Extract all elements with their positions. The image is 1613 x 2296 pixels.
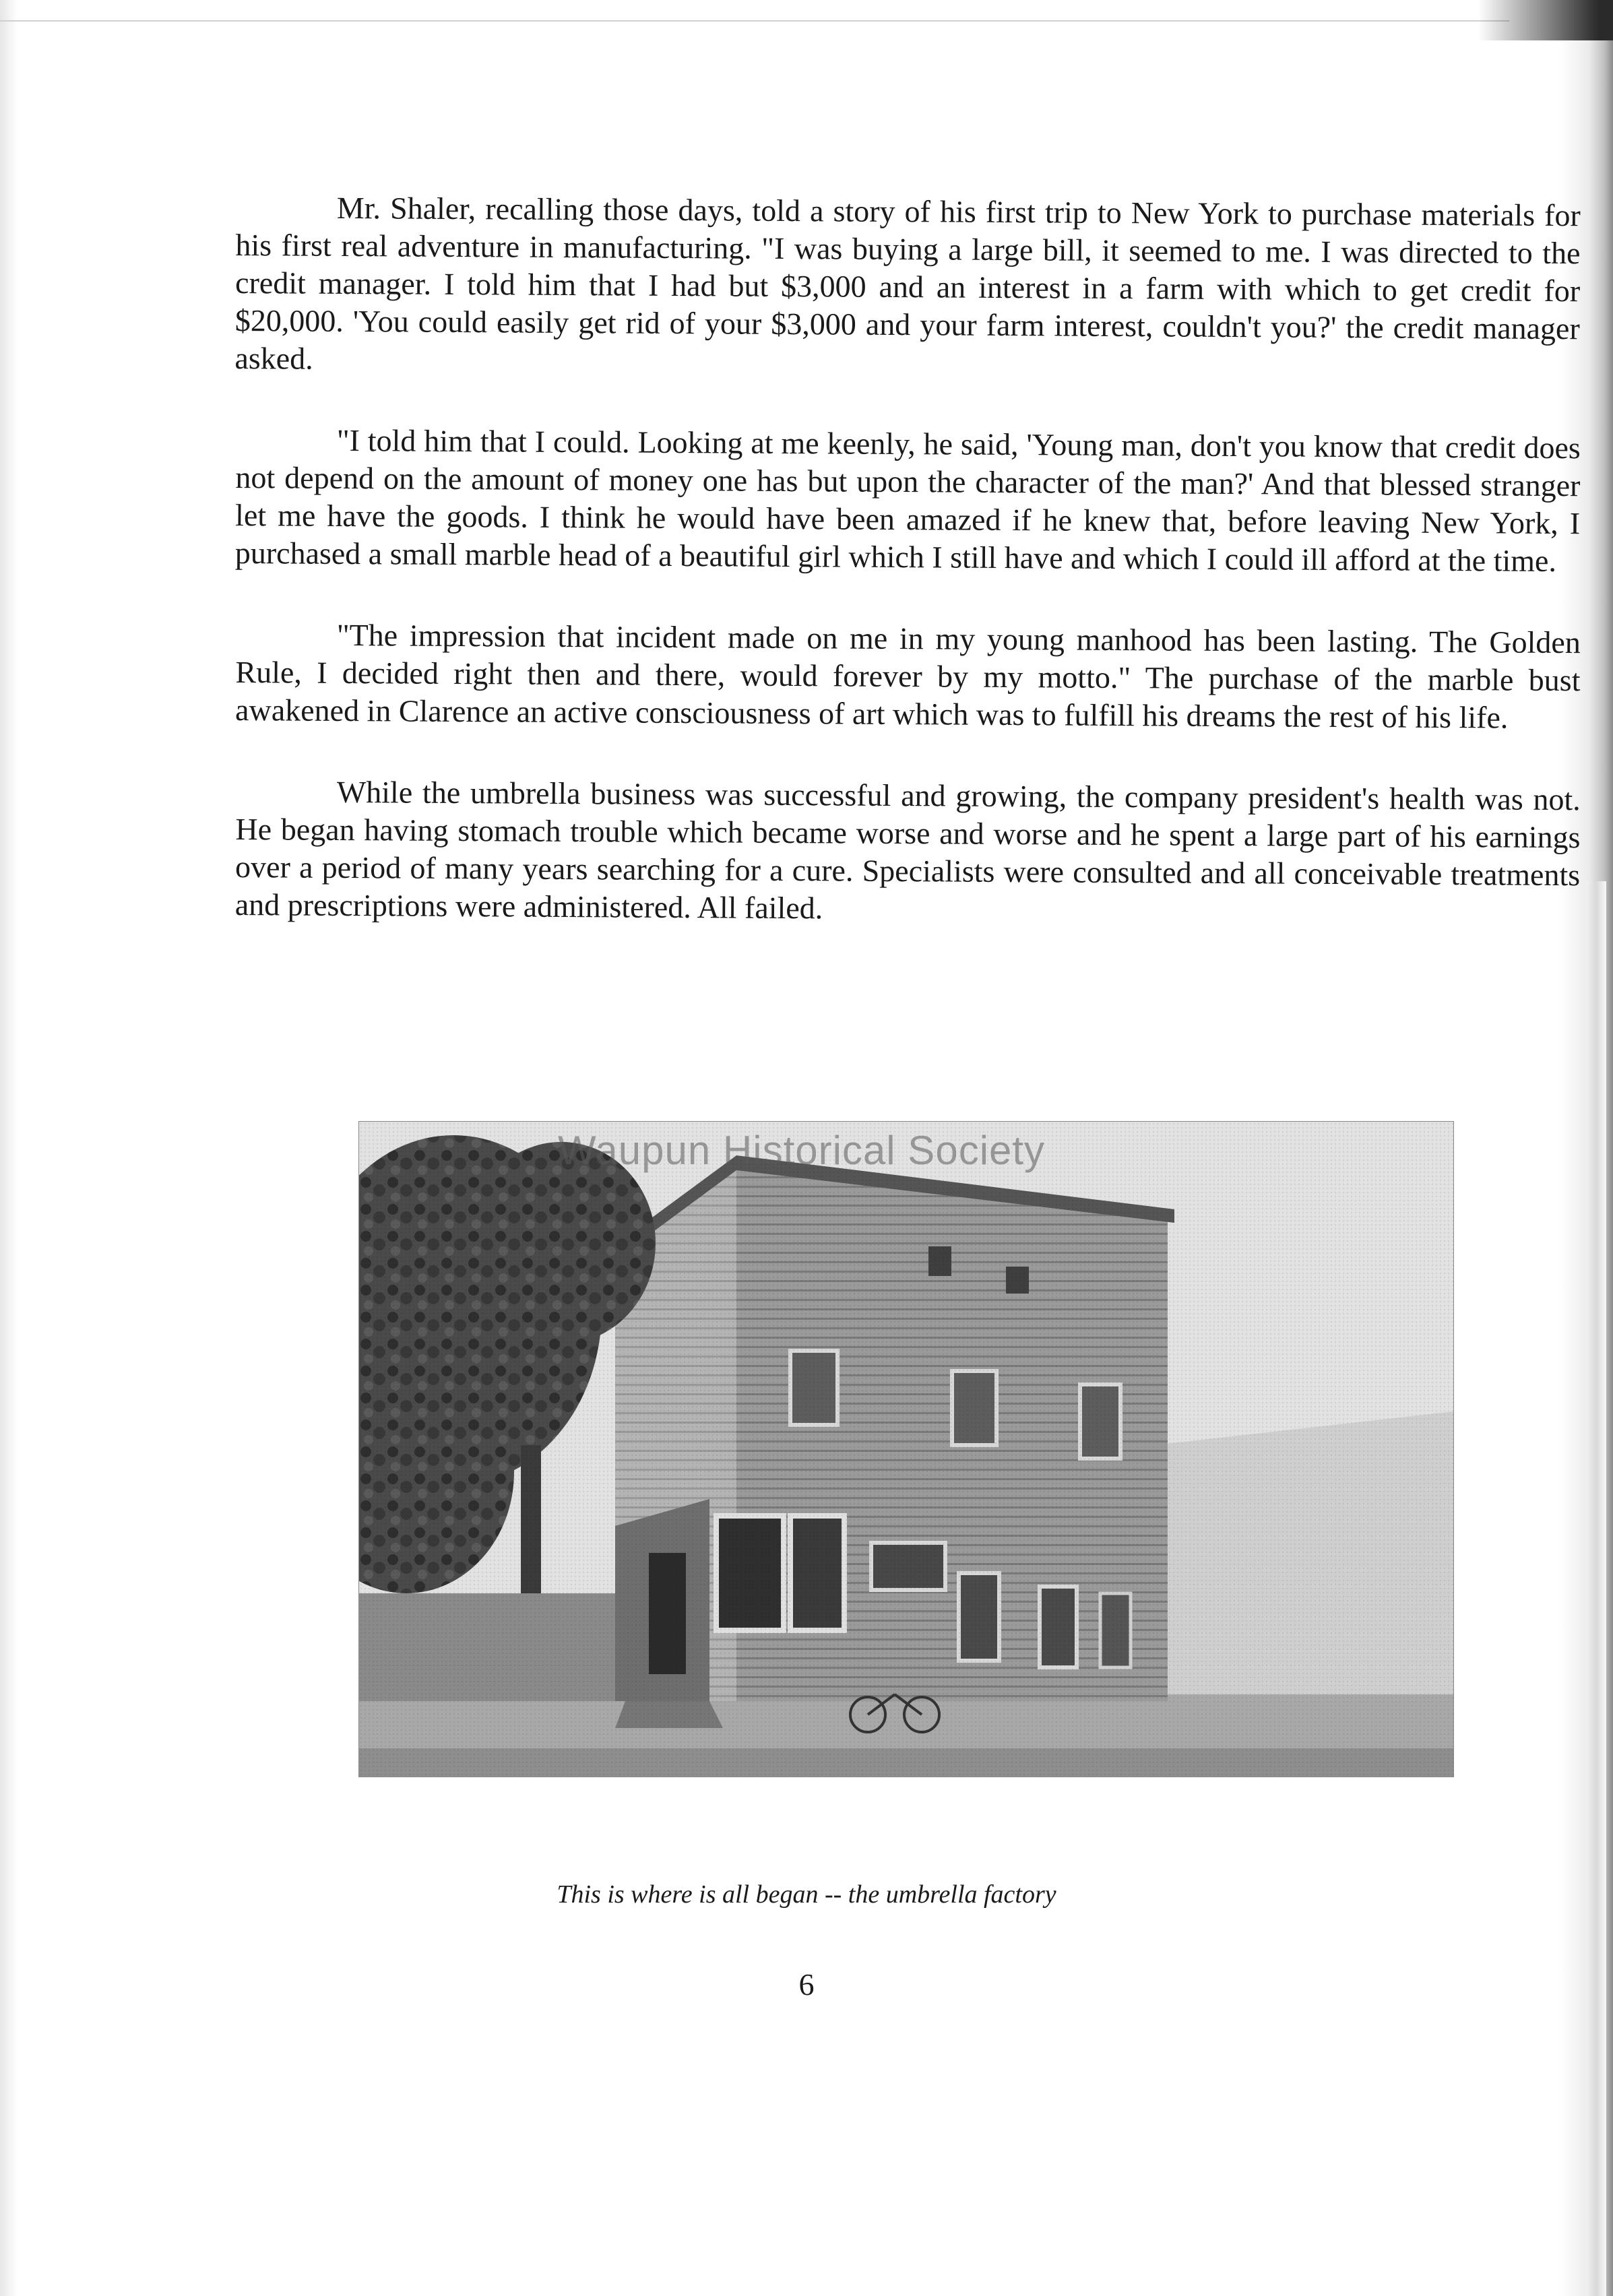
paragraph: "I told him that I could. Looking at me keenly, he said, 'Young man, don't you know that credit does not depend on the amount of money one has but upon the character of the man?' And that blessed stranger let me have the goods. I think he would have been amazed if he knew that, before leaving New York, I purchased a small marble head of a beautiful girl which I still have and which I could ill afford at the time. (234, 422, 1581, 578)
paragraph: Mr. Shaler, recalling those days, told a story of his first trip to New York to purchase materials for his first real adventure in manufacturing. "I was buying a large bill, it seemed to me. I was directed to the credit manager. I told him that I had but $3,000 and an interest in a farm with which to get credit for $20,000. 'You could easily get rid of your $3,000 and your farm interest, couldn't you?' the credit manager asked. (234, 190, 1581, 376)
factory-illustration (359, 1122, 1453, 1777)
paragraph: "The impression that incident made on me in my young manhood has been lasting. The Golden Rule, I decided right then and there, would forever by my motto." The purchase of the marble bust awakened in Clarence an active consciousness of art which was to fulfill his dreams the rest of his life. (234, 617, 1581, 735)
scan-top-edge (0, 20, 1509, 22)
watermark-text: Waupun Historical Society (558, 1128, 1046, 1173)
photo-caption: This is where is all began -- the umbrella factory (557, 1880, 1056, 1909)
scan-left-edge (0, 0, 18, 2296)
paragraph: While the umbrella business was successful and growing, the company president's health was not. He began having stomach trouble which became worse and worse and he spent a large part of his earnings over a period of many years searching for a cure. Specialists were consulted and all conceivable treatments and prescriptions were administered. All failed. (234, 774, 1581, 926)
page-number: 6 (798, 1967, 815, 2002)
factory-photo (358, 1121, 1454, 1777)
scan-corner-shadow (1478, 0, 1613, 40)
body-text (236, 189, 1581, 967)
page-curl (1586, 881, 1606, 2296)
